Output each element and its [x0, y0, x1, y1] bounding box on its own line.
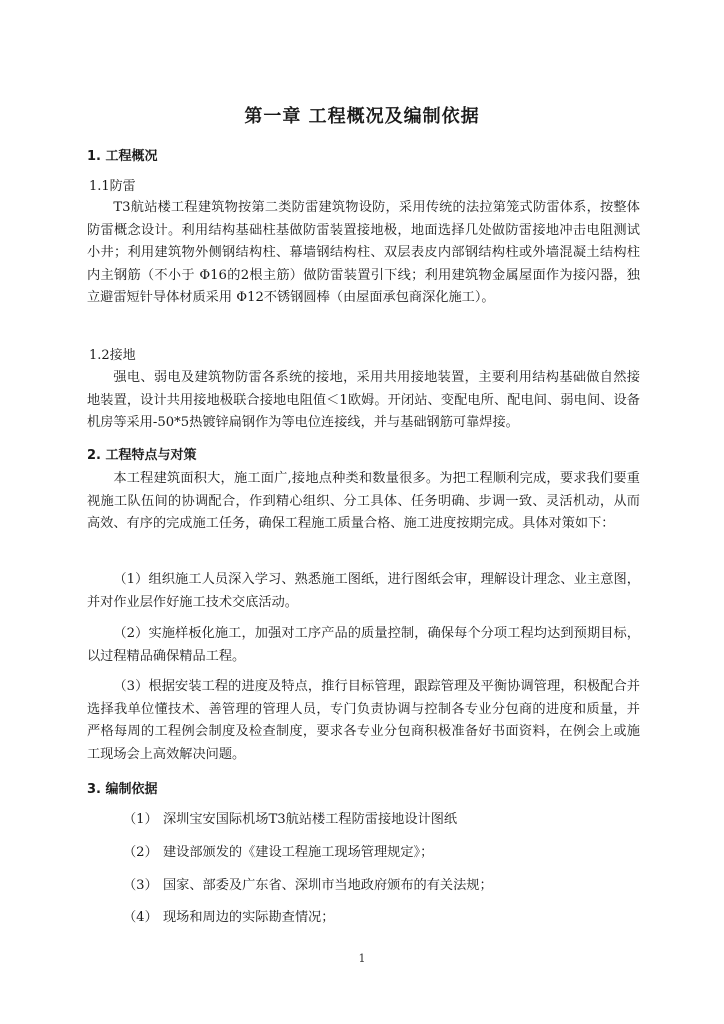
- subsection-heading-grounding: 1.2接地: [89, 348, 136, 363]
- chapter-title: 第一章 工程概况及编制依据: [244, 106, 480, 127]
- list-item-text: 深圳宝安国际机场T3航站楼工程防雷接地设计图纸: [163, 812, 458, 827]
- subsection-heading-lightning: 1.1防雷: [89, 179, 136, 194]
- page-number: 1: [358, 952, 366, 965]
- list-item: [123, 808, 457, 827]
- section-heading-overview: 1. 工程概况: [87, 149, 158, 164]
- paragraph-measure-2: （2）实施样板化施工，加强对工序产品的质量控制，确保每个分项工程均达到预期目标，以过程精品确保精品工程。: [87, 626, 640, 664]
- paragraph-measure-1: （1）组织施工人员深入学习、熟悉施工图纸，进行图纸会审，理解设计理念、业主意图，并对作业层作好施工技术交底活动。: [87, 572, 640, 610]
- list-item: [123, 906, 334, 925]
- section-heading-features: 2. 工程特点与对策: [87, 448, 197, 463]
- paragraph-measure-3: （3）根据安装工程的进度及特点，推行目标管理，跟踪管理及平衡协调管理，积极配合并选择我单位懂技术、善管理的管理人员，专门负责协调与控制各专业分包商的进度和质量，并严格每周的工程例会制度及检查制度，要求各专业分包商积极准备好书面资料，在例会上或施工现场会上高效解决问题。: [87, 679, 640, 762]
- list-item: [123, 874, 493, 893]
- list-item-text: 国家、部委及广东省、深圳市当地政府颁布的有关法规；: [163, 878, 493, 893]
- paragraph-lightning: T3航站楼工程建筑物按第二类防雷建筑物设防，采用传统的法拉第笼式防雷体系，按整体防雷概念设计。利用结构基础柱基做防雷装置接地极，地面选择几处做防雷接地冲击电阻测试小井；利用建筑物外侧钢结构柱、幕墙钢结构柱、双层表皮内部钢结构柱或外墙混凝土结构柱内主钢筋（不小于 Φ16的2根主筋）做防雷装置引下线；利用建筑物金属屋面作为接闪器，独立避雷短针导体材质采用 Φ12不锈钢圆棒（由屋面承包商深化施工）。: [87, 200, 640, 305]
- list-item-number: （3）: [123, 878, 158, 893]
- paragraph-features-intro: 本工程建筑面积大，施工面广,接地点种类和数量很多。为把工程顺利完成，要求我们要重视施工队伍间的协调配合，作到精心组织、分工具体、任务明确、步调一致、灵活机动，从而高效、有序的完成施工任务，确保工程施工质量合格、施工进度按期完成。具体对策如下：: [87, 471, 640, 531]
- list-item-number: （1）: [123, 812, 158, 827]
- list-item-text: 现场和周边的实际勘查情况；: [163, 910, 335, 925]
- list-item: [123, 841, 433, 860]
- list-item-text: 建设部颁发的《建设工程施工现场管理规定》；: [163, 845, 434, 860]
- section-heading-basis: 3. 编制依据: [87, 782, 158, 797]
- paragraph-grounding: 强电、弱电及建筑物防雷各系统的接地，采用共用接地装置，主要利用结构基础做自然接地装置，设计共用接地极联合接地电阻值＜1欧姆。开闭站、变配电所、配电间、弱电间、设备机房等采用-50*5热镀锌扁钢作为等电位连接线，并与基础钢筋可靠焊接。: [87, 370, 640, 430]
- list-item-number: （2）: [123, 845, 158, 860]
- list-item-number: （4）: [123, 910, 158, 925]
